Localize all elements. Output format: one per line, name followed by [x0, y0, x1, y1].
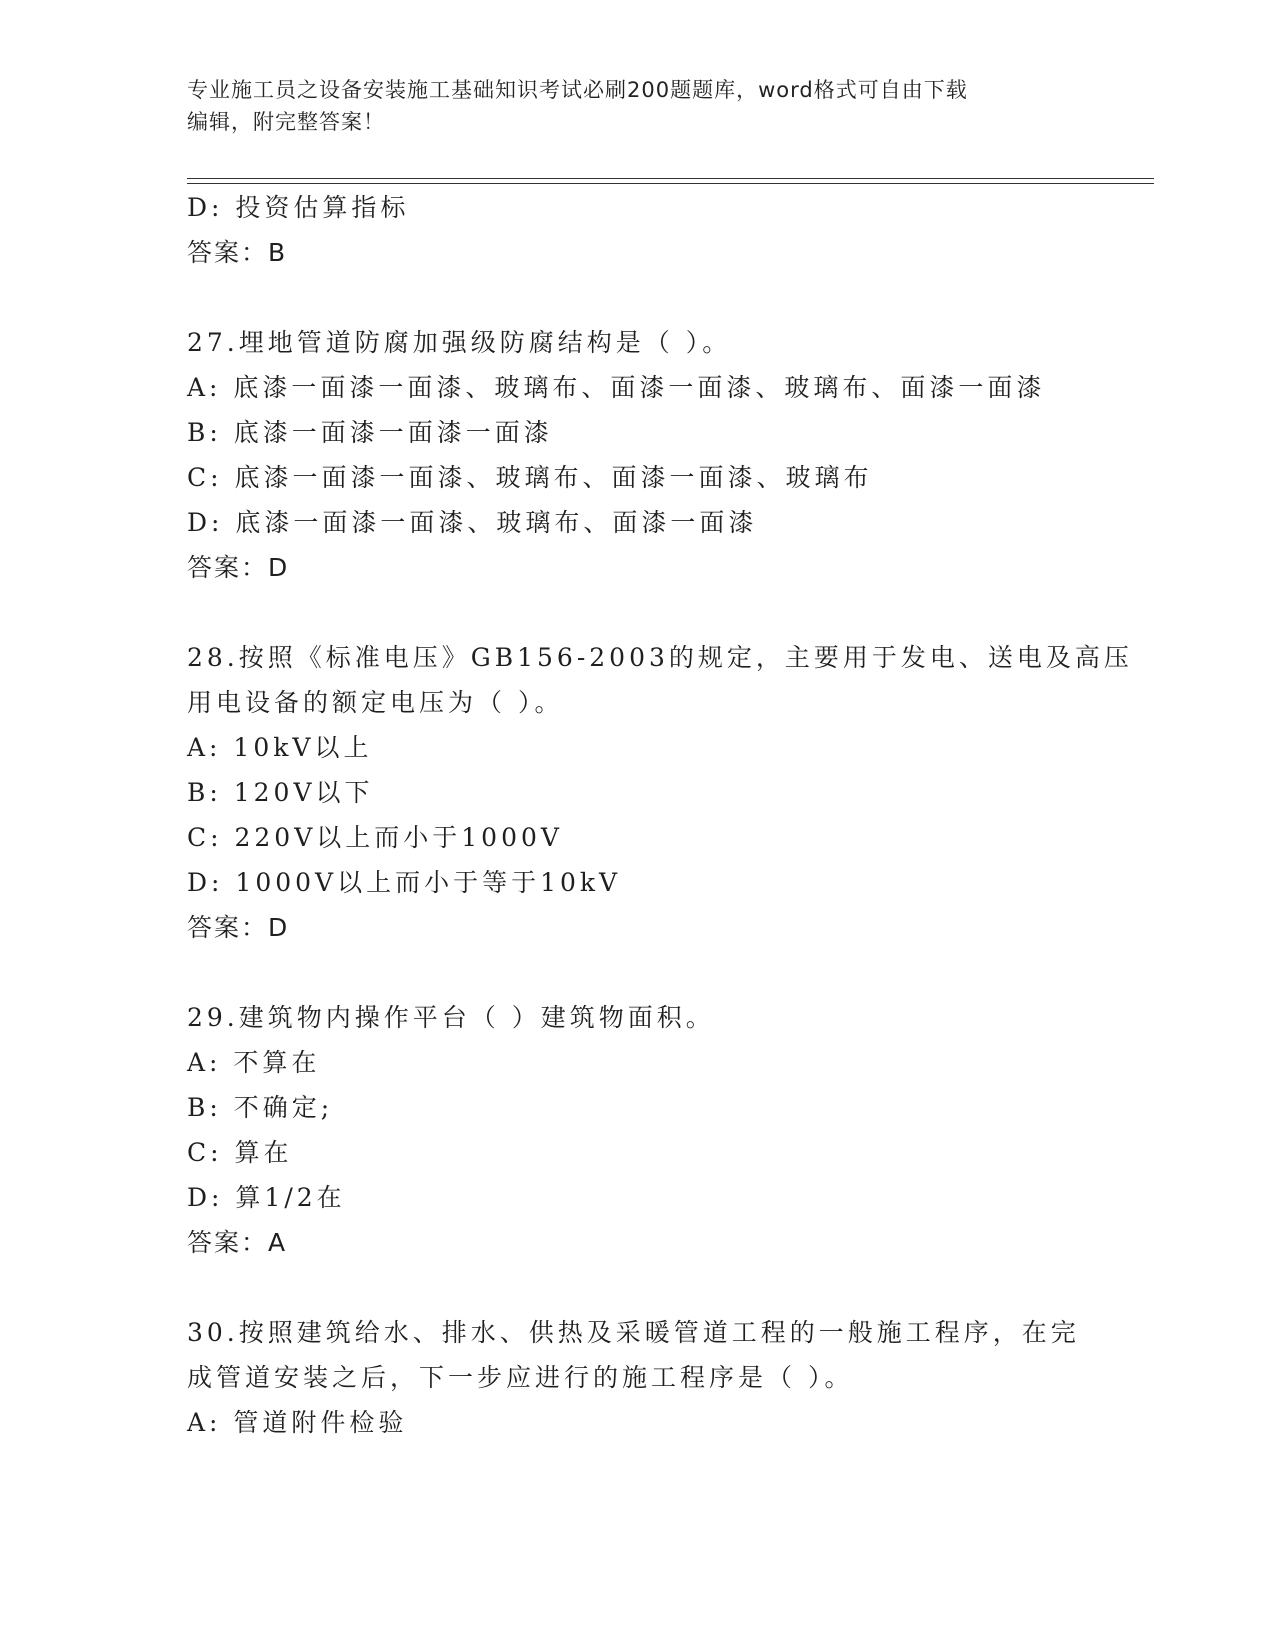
header-divider-bottom	[187, 183, 1154, 184]
q29-option-d: D: 算1/2在	[187, 1183, 346, 1212]
q27-option-c: C: 底漆一面漆一面漆、玻璃布、面漆一面漆、玻璃布	[187, 463, 873, 492]
header-title-line1: 专业施工员之设备安装施工基础知识考试必刷200题题库，word格式可自由下载	[187, 78, 968, 102]
document-header	[187, 74, 1087, 138]
q29-stem: 29.建筑物内操作平台（ ）建筑物面积。	[187, 1003, 715, 1032]
q28-option-b: B: 120V以下	[187, 778, 374, 807]
q27-option-b: B: 底漆一面漆一面漆一面漆	[187, 418, 553, 447]
q30-option-a: A: 管道附件检验	[187, 1408, 408, 1437]
q29-option-a: A: 不算在	[187, 1048, 321, 1077]
q26-option-d: D: 投资估算指标	[187, 193, 410, 222]
q27-option-d: D: 底漆一面漆一面漆、玻璃布、面漆一面漆	[187, 508, 758, 537]
q26-answer: 答案：B	[187, 238, 288, 267]
q30-stem-line1: 30.按照建筑给水、排水、供热及采暖管道工程的一般施工程序，在完	[187, 1318, 1080, 1347]
q27-answer: 答案：D	[187, 553, 290, 582]
q27-stem: 27.埋地管道防腐加强级防腐结构是（ ）。	[187, 328, 732, 357]
q28-option-a: A: 10kV以上	[187, 733, 373, 762]
q28-answer: 答案：D	[187, 913, 290, 942]
q28-stem-line2: 用电设备的额定电压为（ ）。	[187, 688, 564, 717]
q28-stem-line1: 28.按照《标准电压》GB156-2003的规定，主要用于发电、送电及高压	[187, 643, 1133, 672]
q29-answer: 答案：A	[187, 1228, 288, 1257]
q28-option-d: D: 1000V以上而小于等于10kV	[187, 868, 622, 897]
header-divider-top	[187, 178, 1154, 179]
q29-option-c: C: 算在	[187, 1138, 293, 1167]
q29-option-b: B: 不确定;	[187, 1093, 334, 1122]
header-title-line2: 编辑，附完整答案！	[187, 110, 385, 134]
q28-option-c: C: 220V以上而小于1000V	[187, 823, 563, 852]
q30-stem-line2: 成管道安装之后，下一步应进行的施工程序是（ ）。	[187, 1363, 854, 1392]
q27-option-a: A: 底漆一面漆一面漆、玻璃布、面漆一面漆、玻璃布、面漆一面漆	[187, 373, 1046, 402]
